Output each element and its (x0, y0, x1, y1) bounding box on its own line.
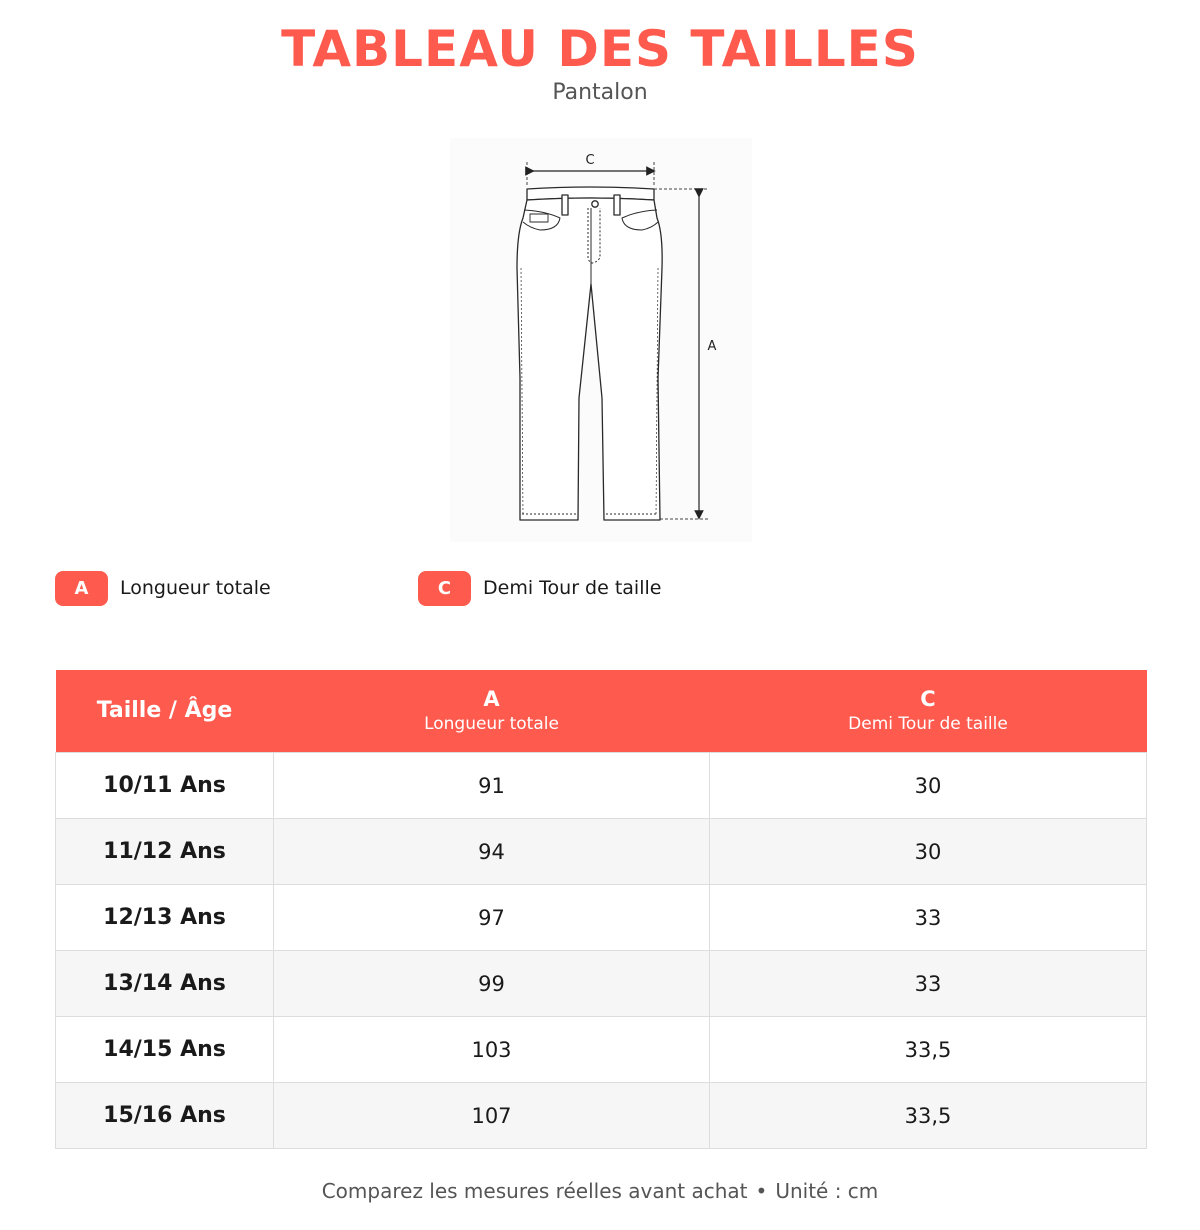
measure-c (527, 153, 654, 186)
measure-a (654, 189, 717, 519)
header-col-a (274, 670, 710, 753)
value-c-cell: 33,5 (710, 1083, 1147, 1149)
header-size-label: Taille / Âge (96, 698, 233, 723)
table-row (56, 885, 1147, 951)
legend-item-c (418, 570, 661, 606)
legend-label-a: Longueur totale (120, 577, 271, 599)
header-size (56, 670, 274, 753)
legend-item-a (55, 570, 271, 606)
footer-note-text: Comparez les mesures réelles avant achat (321, 1179, 748, 1203)
legend-badge-c: C (418, 571, 471, 606)
header-col-c-letter: C (920, 687, 936, 711)
value-a-cell: 99 (274, 951, 710, 1017)
pants-diagram (450, 138, 752, 542)
header-col-c (710, 670, 1147, 753)
table-row (56, 1083, 1147, 1149)
value-a-cell: 107 (274, 1083, 710, 1149)
page-subtitle: Pantalon (552, 80, 648, 105)
legend-label-c: Demi Tour de taille (483, 577, 662, 599)
value-a-cell: 94 (274, 819, 710, 885)
table-row (56, 1017, 1147, 1083)
size-cell: 14/15 Ans (56, 1017, 274, 1083)
value-c-cell: 30 (710, 819, 1147, 885)
value-c-cell: 33 (710, 885, 1147, 951)
table-row (56, 819, 1147, 885)
value-a-cell: 97 (274, 885, 710, 951)
size-table (55, 670, 1147, 1149)
size-cell: 13/14 Ans (56, 951, 274, 1017)
table-row (56, 951, 1147, 1017)
size-cell: 15/16 Ans (56, 1083, 274, 1149)
header-col-a-letter: A (483, 687, 500, 711)
footer-separator: • (755, 1179, 768, 1203)
header-col-c-label: Demi Tour de taille (848, 714, 1008, 734)
measure-a-label: A (707, 339, 717, 354)
value-a-cell: 91 (274, 753, 710, 819)
size-cell: 11/12 Ans (56, 819, 274, 885)
table-row (56, 753, 1147, 819)
value-a-cell: 103 (274, 1017, 710, 1083)
footer-unit: Unité : cm (775, 1179, 879, 1203)
value-c-cell: 33 (710, 951, 1147, 1017)
value-c-cell: 30 (710, 753, 1147, 819)
legend-badge-a: A (55, 571, 108, 606)
size-cell: 10/11 Ans (56, 753, 274, 819)
size-cell: 12/13 Ans (56, 885, 274, 951)
page-title: TABLEAU DES TAILLES (281, 20, 919, 78)
table-header-row (56, 670, 1147, 753)
footer-note (0, 1178, 1200, 1204)
header-col-a-label: Longueur totale (424, 714, 559, 734)
pants-outline (517, 187, 662, 520)
value-c-cell: 33,5 (710, 1017, 1147, 1083)
measure-c-label: C (585, 153, 595, 168)
